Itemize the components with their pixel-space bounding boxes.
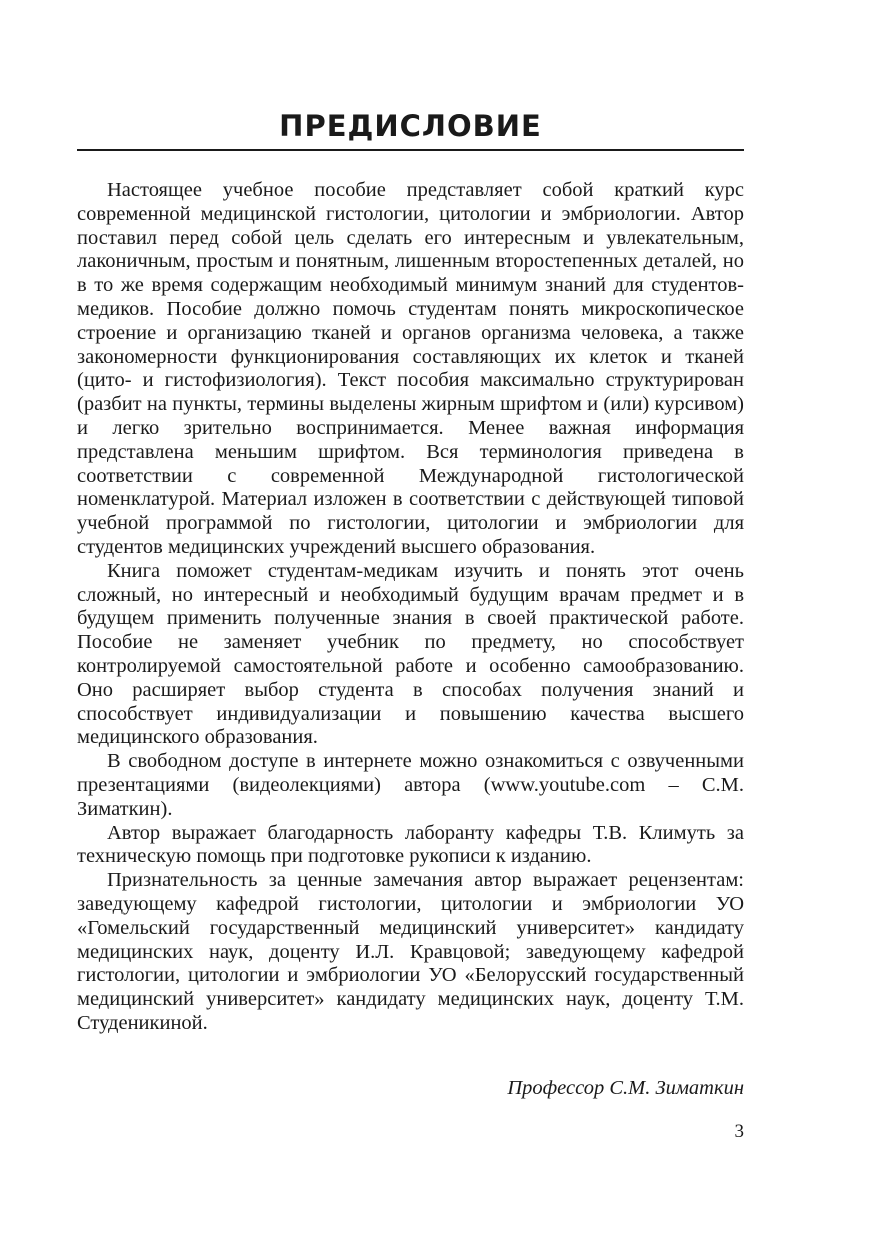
paragraph-video-lectures: В свободном доступе в интернете можно ознакомиться с озвученными презентациями (видеолекциями) автора (www.youtube.com – С.М. Зиматкин). [77, 750, 744, 820]
page-content [77, 100, 744, 1036]
paragraph-course-description: Настоящее учебное пособие представляет собой краткий курс современной медицинской гистологии, цитологии и эмбриологии. Автор поставил перед собой цель сделать его интересным и увлекательным, лаконичным, простым и понятным, лишенным второстепенных деталей, но в то же время содержащим необходимый минимум знаний для студентов-медиков. Пособие должно помочь студентам понять микроскопическое строение и организацию тканей и органов организма человека, а также закономерности функционирования составляющих их клеток и тканей (цито- и гистофизиология). Текст пособия максимально структурирован (разбит на пункты, термины выделены жирным шрифтом и (или) курсивом) и легко зрительно воспринимается. Менее важная информация представлена меньшим шрифтом. Вся терминология приведена в соответствии с современной Международной гистологической номенклатурой. Материал изложен в соответствии с действующей типовой учебной программой по гистологии, цитологии и эмбриологии для студентов медицинских учреждений высшего образования. [77, 179, 744, 558]
paragraph-reviewers: Признательность за ценные замечания автор выражает рецензентам: заведующему кафедрой гистологии, цитологии и эмбриологии УО «Гомельский государственный медицинский университет» кандидату медицинских наук, доценту И.Л. Кравцовой; заведующему кафедрой гистологии, цитологии и эмбриологии УО «Белорусский государственный медицинский университет» кандидату медицинских наук, доценту Т.М. Студеникиной. [77, 869, 744, 1034]
page-number: 3 [734, 1121, 744, 1142]
title-underline [77, 149, 744, 151]
preface-body [77, 179, 744, 1036]
paragraph-book-purpose: Книга поможет студентам-медикам изучить и понять этот очень сложный, но интересный и необходимый будущим врачам предмет и в будущем применить полученные знания в своей практической работе. Пособие не заменяет учебник по предмету, но способствует контролируемой самостоятельной работе и особенно самообразованию. Оно расширяет выбор студента в способах получения знаний и способствует индивидуализации и повышению качества высшего медицинского образования. [77, 559, 744, 749]
page-title: ПРЕДИСЛОВИЕ [279, 109, 542, 143]
paragraph-acknowledgement: Автор выражает благодарность лаборанту кафедры Т.В. Климуть за техническую помощь при подготовке рукописи к изданию. [77, 821, 744, 868]
author-signature: Профессор С.М. Зиматкин [507, 1077, 744, 1099]
